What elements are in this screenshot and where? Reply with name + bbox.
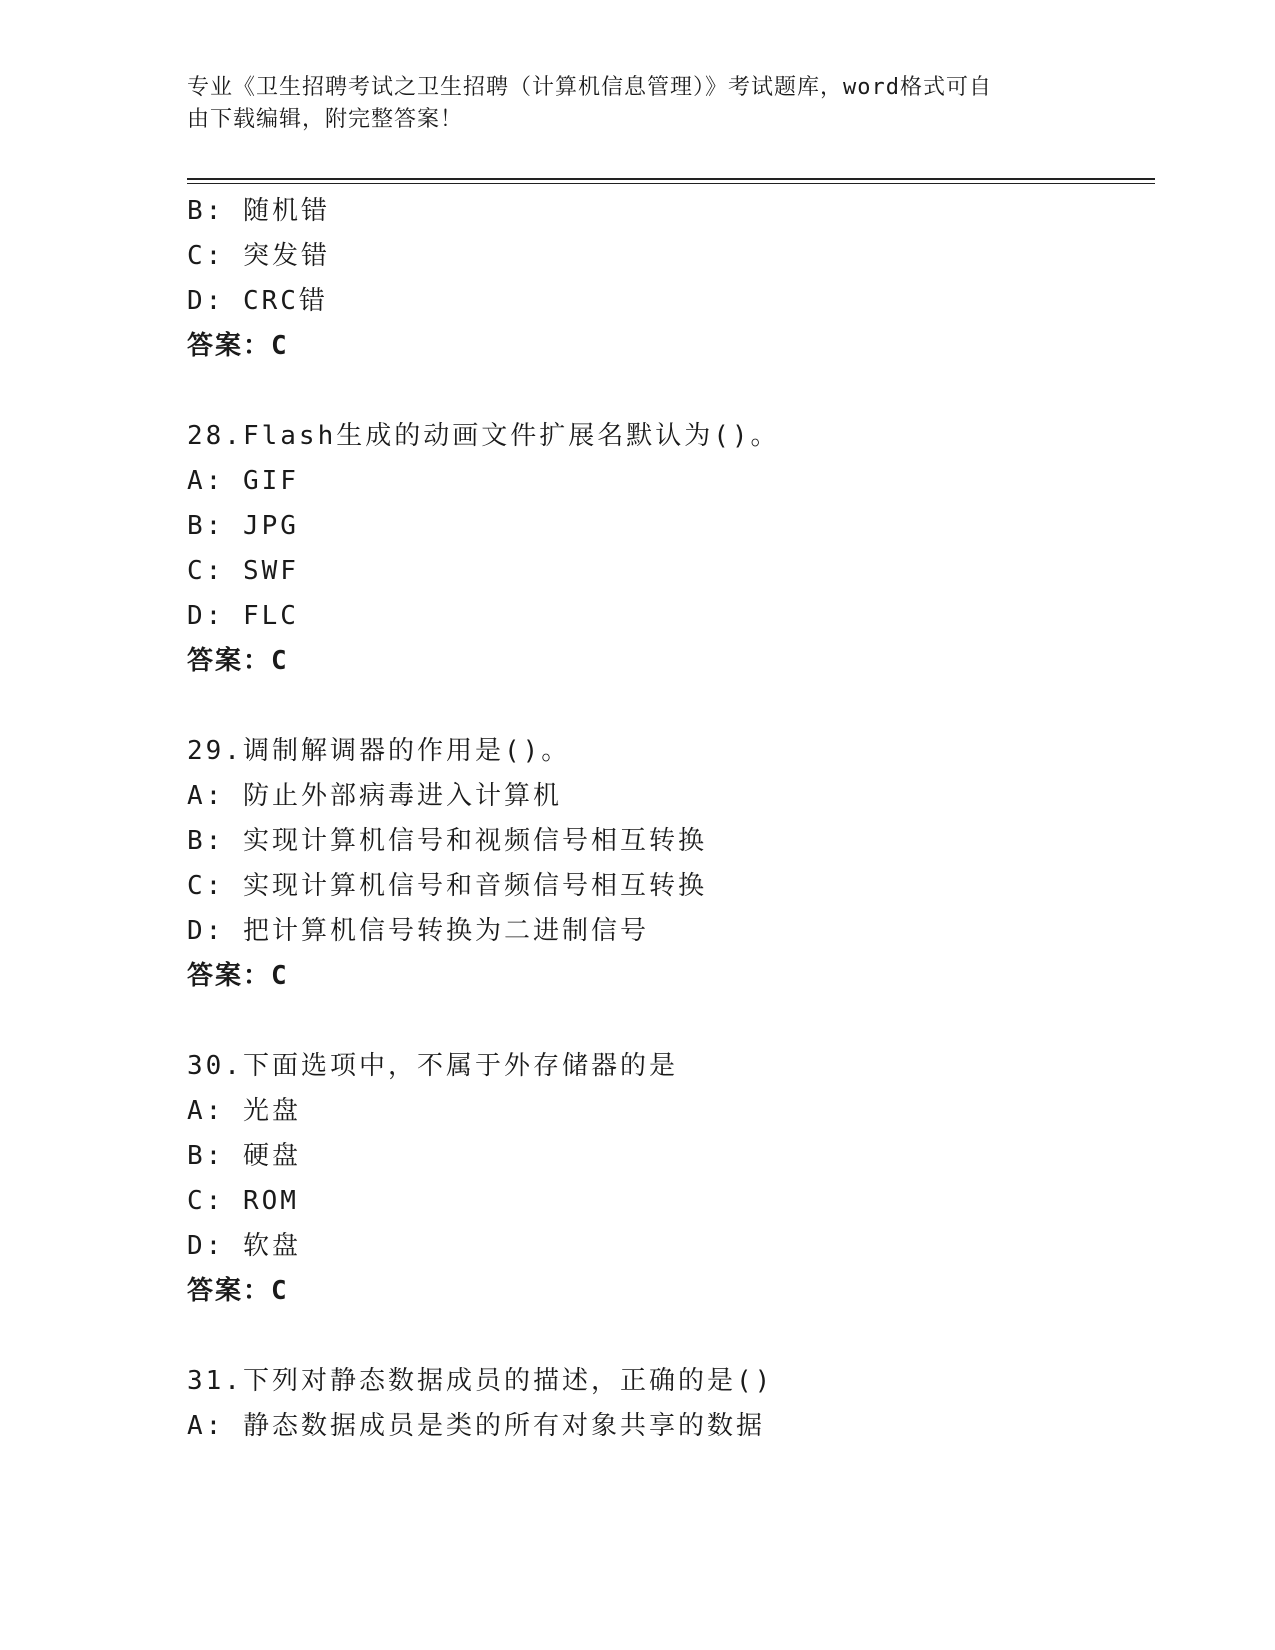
q28-option-d: D: FLC — [187, 601, 299, 631]
q29-option-b: B: 实现计算机信号和视频信号相互转换 — [187, 826, 707, 856]
header-divider-thin — [187, 183, 1155, 184]
q30-option-d: D: 软盘 — [187, 1231, 301, 1261]
header-line-1: 专业《卫生招聘考试之卫生招聘（计算机信息管理）》考试题库，word格式可自 — [187, 75, 992, 100]
q30-option-a: A: 光盘 — [187, 1096, 301, 1126]
q30-option-c: C: ROM — [187, 1186, 299, 1216]
q29-option-d: D: 把计算机信号转换为二进制信号 — [187, 916, 649, 946]
document-header — [187, 72, 1067, 136]
q28-option-b: B: JPG — [187, 511, 299, 541]
q28-answer: 答案：C — [187, 646, 289, 676]
q31-option-a: A: 静态数据成员是类的所有对象共享的数据 — [187, 1411, 765, 1441]
q27-answer: 答案：C — [187, 331, 289, 361]
q27-option-c: C: 突发错 — [187, 241, 330, 271]
q31-question: 31.下列对静态数据成员的描述，正确的是() — [187, 1366, 774, 1396]
q29-question: 29.调制解调器的作用是()。 — [187, 736, 571, 766]
q29-option-c: C: 实现计算机信号和音频信号相互转换 — [187, 871, 707, 901]
q29-option-a: A: 防止外部病毒进入计算机 — [187, 781, 562, 811]
q27-option-b: B: 随机错 — [187, 196, 330, 226]
q30-answer: 答案：C — [187, 1276, 289, 1306]
q28-question: 28.Flash生成的动画文件扩展名默认为()。 — [187, 421, 780, 451]
q28-option-c: C: SWF — [187, 556, 299, 586]
q28-option-a: A: GIF — [187, 466, 299, 496]
header-divider-thick — [187, 178, 1155, 180]
q29-answer: 答案：C — [187, 961, 289, 991]
q27-option-d: D: CRC错 — [187, 286, 328, 316]
q30-question: 30.下面选项中，不属于外存储器的是 — [187, 1051, 678, 1081]
q30-option-b: B: 硬盘 — [187, 1141, 301, 1171]
header-line-2: 由下载编辑，附完整答案！ — [187, 107, 464, 132]
